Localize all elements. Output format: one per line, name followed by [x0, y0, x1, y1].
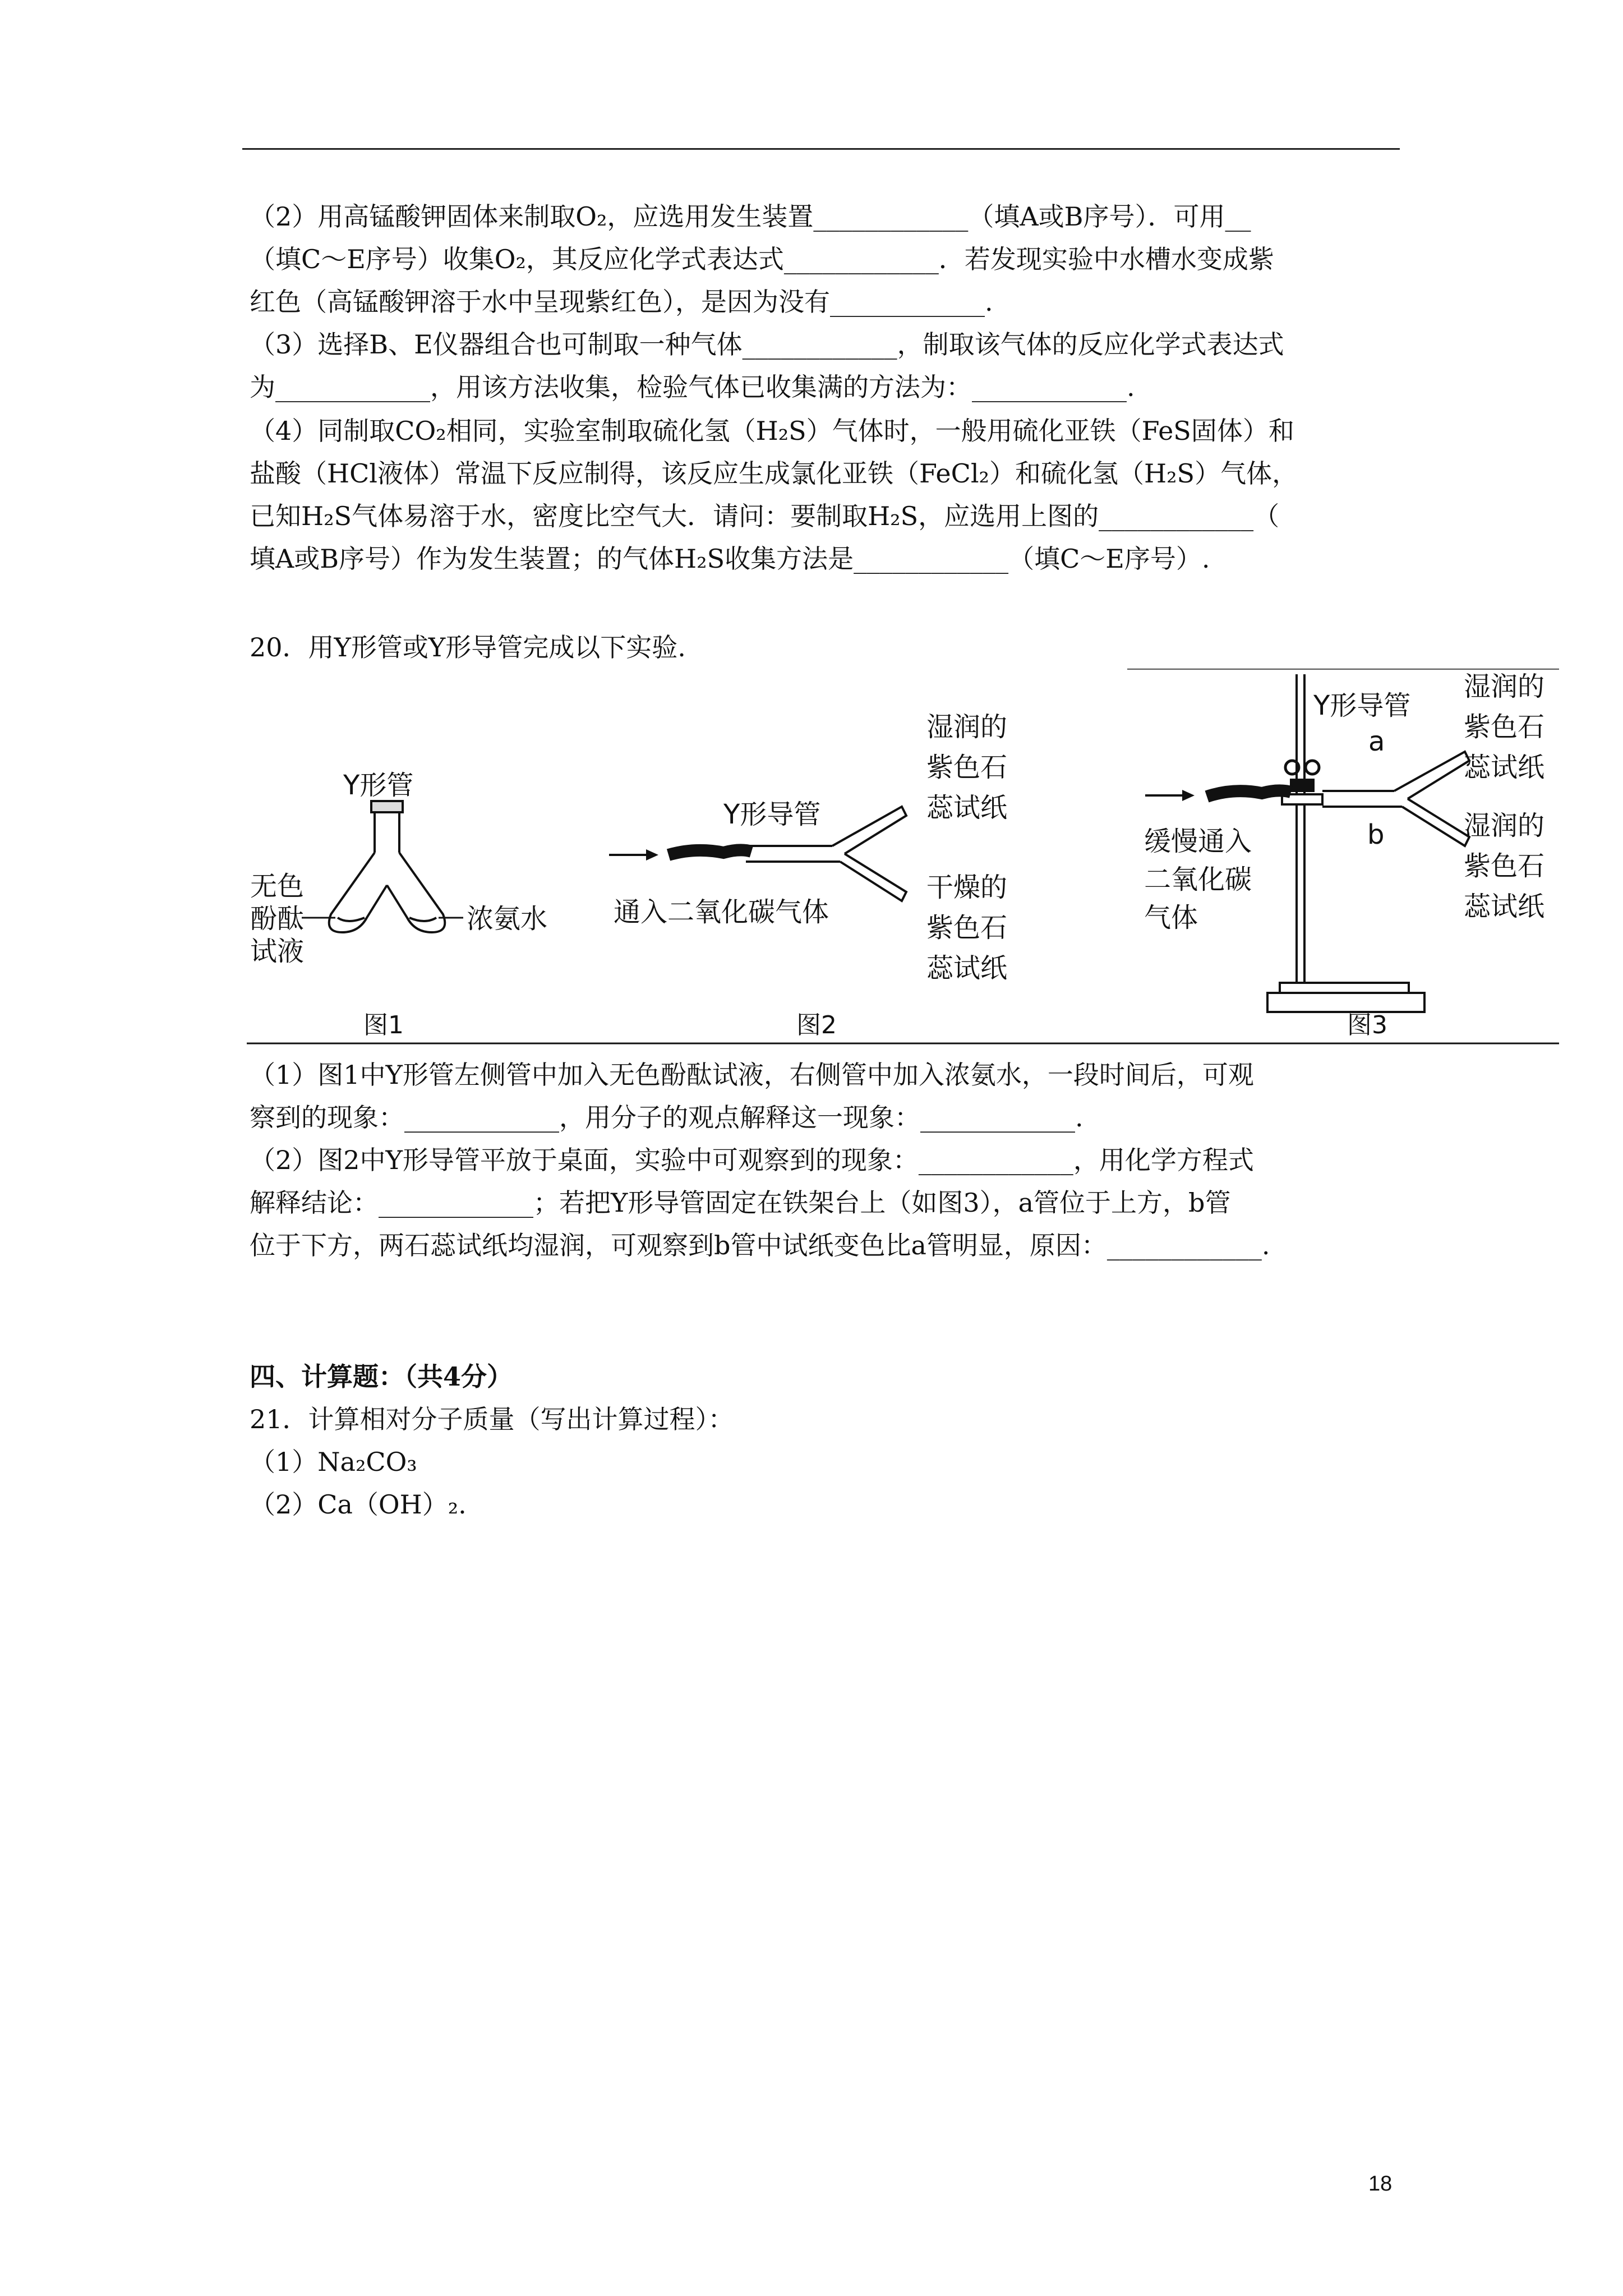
fig2-caption: 图2 [796, 1011, 837, 1039]
q19-part4-line4: 填A或B序号）作为发生装置；的气体H₂S收集方法是____________（填C～E序号）. [250, 544, 1210, 574]
q19-part3-line2: 为____________，用该方法收集，检验气体已收集满的方法为：____________. [250, 372, 1135, 402]
figure-3 [1144, 671, 1544, 1039]
page-number: 18 [1368, 2172, 1393, 2196]
fig1-right-label: 浓氨水 [467, 903, 548, 935]
fig2-tube-label: Y形导管 [723, 799, 821, 830]
q19-part2-line3: 红色（高锰酸钾溶于水中呈现紫红色），是因为没有____________. [250, 287, 993, 317]
y-tube-figure [247, 669, 1559, 1046]
clamp [1282, 761, 1322, 804]
fig1-caption: 图1 [363, 1011, 404, 1039]
fig3-tube-label: Y形导管 [1313, 690, 1411, 721]
q20-part1-line2: 察到的现象：____________，用分子的观点解释这一现象：____________. [250, 1102, 1083, 1133]
fig2-top-label-2: 紫色石 [926, 752, 1008, 783]
rubber-tube-3 [1207, 790, 1291, 797]
fig3-top-label-2: 紫色石 [1464, 711, 1545, 743]
q20-part2-line2: 解释结论：____________；若把Y形导管固定在铁架台上（如图3），a管位于上方，b管 [250, 1188, 1231, 1218]
q19-part4-line1: （4）同制取CO₂相同，实验室制取硫化氢（H₂S）气体时，一般用硫化亚铁（FeS固体）和 [250, 416, 1294, 446]
q19-part3-line1: （3）选择B、E仪器组合也可制取一种气体____________，制取该气体的反应化学式表达式 [250, 329, 1284, 360]
fig3-gas-label-2: 二氧化碳 [1144, 864, 1252, 895]
header-rule [242, 148, 1400, 150]
fig3-caption: 图3 [1347, 1011, 1387, 1039]
fig3-bottom-label-2: 紫色石 [1464, 850, 1545, 882]
figure-2 [609, 711, 1007, 1039]
fig2-top-label-1: 湿润的 [926, 711, 1008, 743]
fig3-gas-label-1: 缓慢通入 [1144, 826, 1252, 857]
fig2-bottom-label-2: 紫色石 [926, 912, 1008, 944]
fig2-bottom-label-3: 蕊试纸 [926, 953, 1008, 984]
arrow-head [646, 849, 658, 861]
fig2-top-label-3: 蕊试纸 [926, 792, 1008, 823]
fig2-bottom-label-1: 干燥的 [926, 872, 1008, 903]
iron-stand [1267, 674, 1424, 1012]
fig1-left-label-2: 酚酞 [250, 903, 305, 935]
q21-item1: （1）Na₂CO₃ [250, 1447, 417, 1477]
q19-part2-line2: （填C～E序号）收集O₂，其反应化学式表达式____________．若发现实验中水槽水变成紫 [250, 244, 1274, 274]
fig1-left-label-3: 试液 [250, 936, 305, 967]
y-tube-shape [329, 801, 445, 932]
fig3-top-label-3: 蕊试纸 [1464, 752, 1545, 783]
fig3-label-b: b [1367, 819, 1385, 850]
figure-1 [250, 770, 547, 1039]
q19-part4-line3: 已知H₂S气体易溶于水，密度比空气大．请问：要制取H₂S，应选用上图的____________（ [250, 501, 1280, 531]
fig1-title: Y形管 [343, 770, 414, 801]
q19-part4-line2: 盐酸（HCl液体）常温下反应制得，该反应生成氯化亚铁（FeCl₂）和硫化氢（H₂S）气体， [250, 458, 1298, 489]
q20-stem: 20．用Y形管或Y形导管完成以下实验. [250, 632, 686, 662]
q19-part2-line1: （2）用高锰酸钾固体来制取O₂，应选用发生装置____________（填A或B序号）．可用__ [250, 201, 1251, 232]
fig3-gas-label-3: 气体 [1144, 902, 1198, 933]
q20-part2-line3: 位于下方，两石蕊试纸均湿润，可观察到b管中试纸变色比a管明显，原因：____________. [250, 1230, 1270, 1260]
fig3-label-a: a [1368, 726, 1385, 757]
y-conduit-3 [1322, 752, 1469, 846]
q21-stem: 21．计算相对分子质量（写出计算过程）： [250, 1404, 734, 1434]
rubber-tube [668, 850, 751, 855]
q20-part1-line1: （1）图1中Y形管左侧管中加入无色酚酞试液，右侧管中加入浓氨水，一段时间后，可观 [250, 1060, 1254, 1090]
fig3-top-label-1: 湿润的 [1464, 671, 1545, 702]
fig3-bottom-label-1: 湿润的 [1464, 810, 1545, 841]
fig1-left-label-1: 无色 [250, 871, 305, 902]
q21-item2: （2）Ca（OH）₂. [250, 1489, 467, 1520]
q20-part2-line1: （2）图2中Y形导管平放于桌面，实验中可观察到的现象：____________，用化学方程式 [250, 1145, 1254, 1175]
fig2-gas-label: 通入二氧化碳气体 [614, 896, 829, 928]
fig3-bottom-label-3: 蕊试纸 [1464, 891, 1545, 922]
section-4-heading: 四、计算题：（共4分） [250, 1361, 513, 1392]
